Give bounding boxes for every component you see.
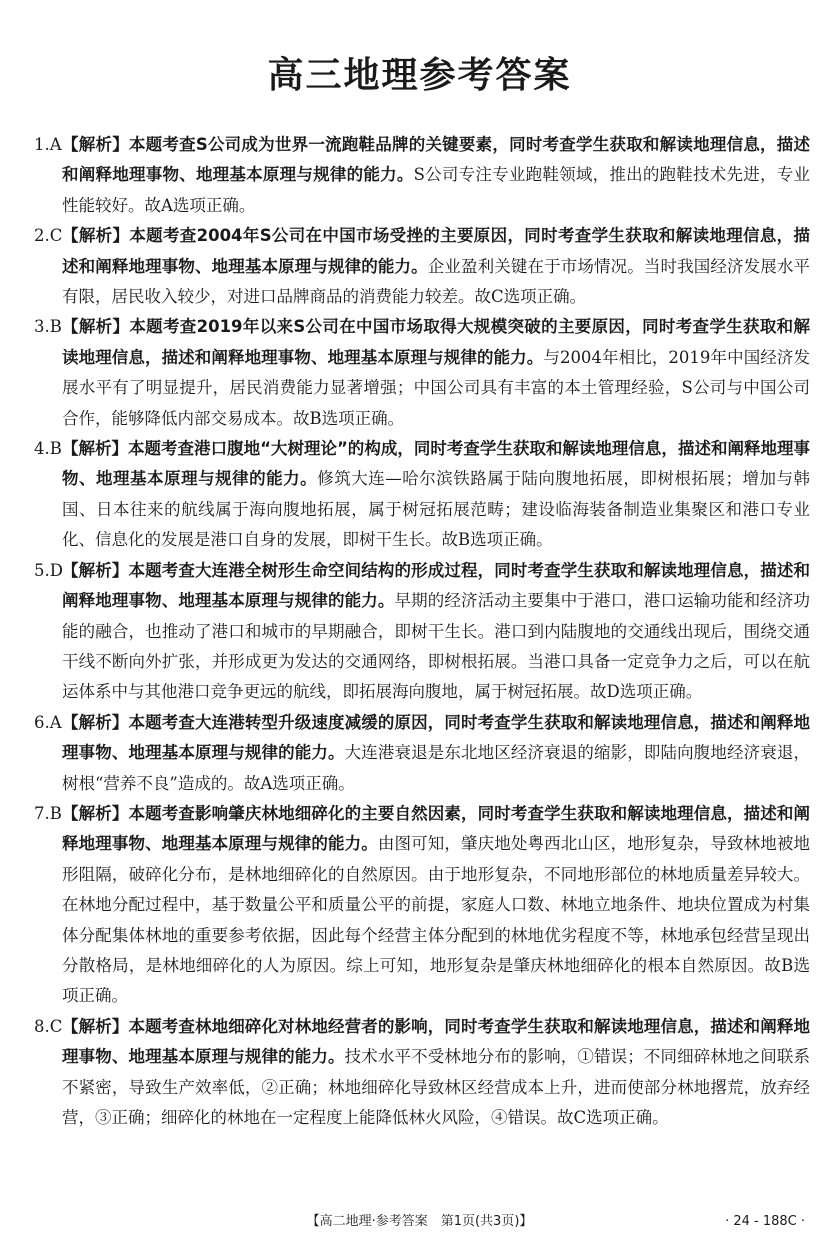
answer-number: 3.B	[34, 317, 62, 337]
answer-item	[34, 1012, 810, 1134]
analysis-tag: 【解析】	[62, 439, 129, 459]
analysis-tag: 【解析】	[62, 317, 130, 337]
analysis-body: 技术水平不受林地分布的影响，①错误；不同细碎林地之间联系不紧密，导致生产效率低，②正确；林地细碎化导致林区经营成本上升，进而使部分林地撂荒，放弃经营，③正确；细碎化的林地在一定程度上能降低林火风险，④错误。故C选项正确。	[62, 1047, 810, 1127]
analysis-body: 企业盈利关键在于市场情况。当时我国经济发展水平有限，居民收入较少，对进口品牌商品的消费能力较差。故C选项正确。	[62, 256, 810, 307]
answer-number: 2.C	[34, 226, 63, 246]
page-title: 高三地理参考答案	[267, 55, 572, 96]
analysis-lead: 本题考查2019年以来S公司在中国市场取得大规模突破的主要原因，同时考查学生获取和解读地理信息，描述和阐释地理事物、地理基本原理与规律的能力。	[62, 317, 811, 367]
analysis-tag: 【解析】	[62, 1016, 129, 1036]
analysis-lead: 本题考查港口腹地“大树理论”的构成，同时考查学生获取和解读地理信息，描述和阐释地理事物、地理基本原理与规律的能力。	[62, 439, 810, 489]
analysis-tag: 【解析】	[62, 712, 129, 732]
answer-number: 6.A	[34, 712, 62, 732]
analysis-body: 早期的经济活动主要集中于港口，港口运输功能和经济功能的融合，也推动了港口和城市的早期融合，即树干生长。港口到内陆腹地的交通线出现后，围绕交通干线不断向外扩张，并形成更为发达的交通网络，即树根拓展。当港口具备一定竞争力之后，可以在航运体系中与其他港口竞争更远的航线，即拓展海向腹地，属于树冠拓展。故D选项正确。	[62, 591, 810, 702]
page-footer	[0, 1211, 839, 1233]
analysis-body: 由图可知，肇庆地处粤西北山区，地形复杂，导致林地被地形阻隔，破碎化分布，是林地细碎化的自然原因。由于地形复杂，不同地形部位的林地质量差异较大。在林地分配过程中，基于数量公平和质量公平的前提，家庭人口数、林地立地条件、地块位置成为村集体分配集体林地的重要参考依据，因此每个经营主体分配到的林地优劣程度不等，林地承包经营呈现出分散格局，是林地细碎化的人为原因。综上可知，地形复杂是肇庆林地细碎化的根本自然原因。故B选项正确。	[62, 834, 810, 1006]
analysis-tag: 【解析】	[62, 803, 129, 823]
analysis-tag: 【解析】	[62, 226, 130, 246]
analysis-lead: 本题考查大连港全树形生命空间结构的形成过程，同时考查学生获取和解读地理信息，描述和阐释地理事物、地理基本原理与规律的能力。	[62, 560, 810, 611]
answer-item	[34, 556, 810, 708]
analysis-body: 与2004年相比，2019年中国经济发展水平有了明显提升，居民消费能力显著增强；中国公司具有丰富的本土管理经验，S公司与中国公司合作，能够降低内部交易成本。故B选项正确。	[62, 347, 811, 428]
analysis-body: 大连港衰退是东北地区经济衰退的缩影，即陆向腹地经济衰退，树根“营养不良”造成的。故A选项正确。	[62, 743, 810, 793]
answer-number: 1.A	[34, 135, 62, 154]
answer-item	[34, 221, 810, 312]
analysis-lead: 本题考查2004年S公司在中国市场受挫的主要原因，同时考查学生获取和解读地理信息，描述和阐释地理事物、地理基本原理与规律的能力。	[62, 226, 811, 276]
answer-number: 7.B	[34, 803, 62, 823]
analysis-tag: 【解析】	[62, 135, 129, 154]
answer-item	[34, 799, 810, 1012]
analysis-lead: 本题考查林地细碎化对林地经营者的影响，同时考查学生获取和解读地理信息，描述和阐释地理事物、地理基本原理与规律的能力。	[62, 1016, 810, 1067]
analysis-lead: 本题考查影响肇庆林地细碎化的主要自然因素，同时考查学生获取和解读地理信息，描述和阐释地理事物、地理基本原理与规律的能力。	[62, 803, 810, 854]
answer-list	[34, 130, 810, 1133]
footer-page-info: 【高二地理·参考答案 第1页(共3页)】	[306, 1214, 533, 1229]
answer-number: 5.D	[34, 560, 63, 580]
answer-item	[34, 708, 810, 799]
analysis-lead: 本题考查大连港转型升级速度减缓的原因，同时考查学生获取和解读地理信息，描述和阐释地理事物、地理基本原理与规律的能力。	[62, 712, 810, 763]
analysis-lead: 本题考查S公司成为世界一流跑鞋品牌的关键要素，同时考查学生获取和解读地理信息，描述和阐释地理事物、地理基本原理与规律的能力。	[62, 135, 810, 185]
answer-item	[34, 312, 810, 434]
answer-item	[34, 434, 810, 556]
analysis-body: 修筑大连—哈尔滨铁路属于陆向腹地拓展，即树根拓展；增加与韩国、日本往来的航线属于海向腹地拓展，属于树冠拓展范畴；建设临海装备制造业集聚区和港口专业化、信息化的发展是港口自身的发展，即树干生长。故B选项正确。	[62, 469, 811, 550]
answer-number: 8.C	[34, 1016, 63, 1036]
analysis-tag: 【解析】	[62, 560, 129, 580]
answer-item	[34, 130, 810, 221]
analysis-body: S公司专注专业跑鞋领域，推出的跑鞋技术先进，专业性能较好。故A选项正确。	[62, 165, 810, 215]
answer-number: 4.B	[34, 439, 62, 459]
footer-doc-code: · 24 - 188C ·	[725, 1214, 805, 1229]
